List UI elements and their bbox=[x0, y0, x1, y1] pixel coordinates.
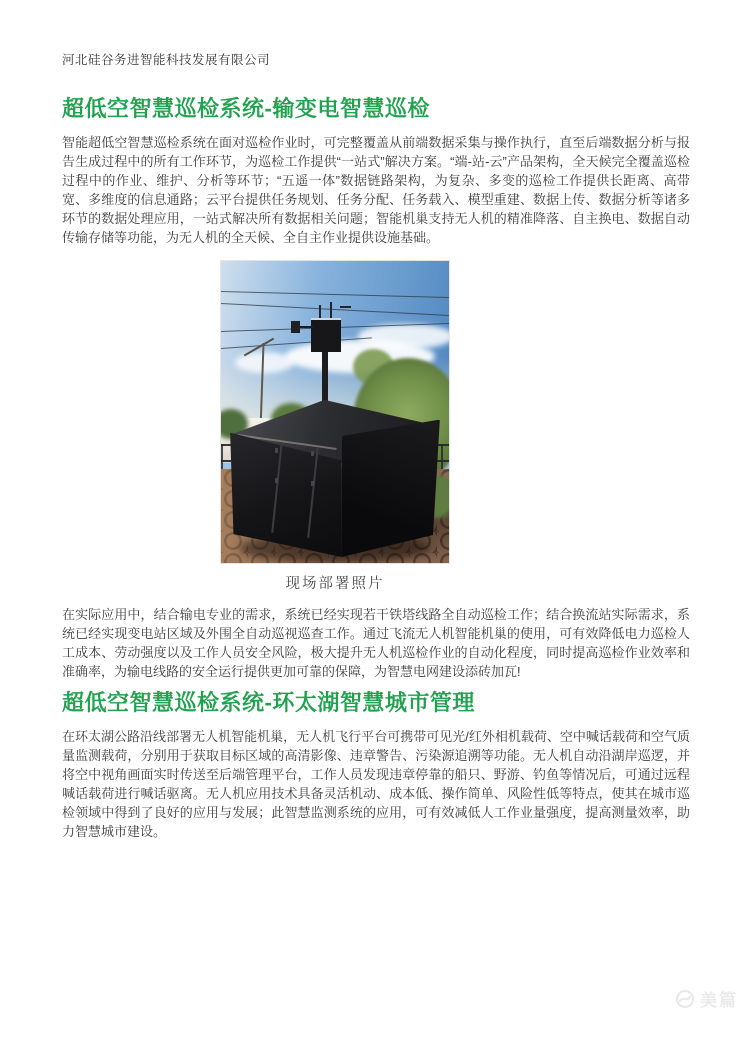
photo-cloud bbox=[358, 324, 449, 348]
watermark-label: 美篇 bbox=[700, 991, 738, 1010]
meipian-watermark bbox=[675, 986, 738, 1011]
photo-nest-hinge bbox=[311, 451, 314, 456]
photo-drone-nest-right-face bbox=[342, 420, 440, 557]
paragraph-taihu: 在环太湖公路沿线部署无人机智能机巢，无人机飞行平台可携带可见光/红外相机载荷、空中喊话载荷和空气质量监测载荷，分别用于获取目标区域的高清影像、违章警告、污染源追溯等功能。无人机自动沿湖岸巡逻，并将空中视角画面实时传送至后端管理平台，工作人员发现违章停靠的船只、野游、钓鱼等情况后，可通过远程喊话载荷进行喊话驱离。无人机应用技术具备灵活机动、成本低、操作简单、风险性低等特点，使其在城市巡检领域中得到了良好的应用与发展；此智慧监测系统的应用，可有效减低人工作业量强度，提高测量效率，助力智慧城市建设。 bbox=[62, 729, 690, 839]
deployment-photo bbox=[221, 261, 449, 563]
photo-sensor-head bbox=[311, 318, 341, 351]
paragraph-application: 在实际应用中，结合输电专业的需求，系统已经实现若干铁塔线路全自动巡检工作；结合换流站实际需求，系统已经实现变电站区域及外围全自动巡视巡查工作。通过飞流无人机智能机巢的使用，可有效降低电力巡检人工成本、劳动强度以及工作人员安全风险，极大提升无人机巡检作业的自动化程度，同时提高巡检作业效率和准确率，为输电线路的安全运行提供更加可靠的保障，为智慧电网建设添砖加瓦! bbox=[62, 607, 690, 679]
photo-nest-hinge bbox=[311, 481, 314, 486]
photo-antenna bbox=[330, 302, 332, 320]
section-heading-taihu: 超低空智慧巡检系统-环太湖智慧城市管理 bbox=[62, 690, 475, 715]
company-name: 河北硅谷务进智能科技发展有限公司 bbox=[62, 53, 271, 67]
section-heading-transmission: 超低空智慧巡检系统-输变电智慧巡检 bbox=[62, 96, 430, 121]
photo-antenna bbox=[340, 306, 351, 308]
paragraph-system-overview: 智能超低空智慧巡检系统在面对巡检作业时，可完整覆盖从前端数据采集与操作执行，直至后端数据分析与报告生成过程中的所有工作环节，为巡检工作提供“一站式”解决方案。“端-站-云”产品架构，全天候完全覆盖巡检过程中的作业、维护、分析等环节；“五遥一体”数据链路架构，为复杂、多变的巡检工作提供长距离、高带宽、多维度的信息通路；云平台提供任务规划、任务分配、任务载入、模型重建、数据上传、数据分析等诸多环节的数据处理应用，一站式解决所有数据相关问题；智能机巢支持无人机的精准降落、自主换电、数据自动传输存储等功能，为无人机的全天候、全自主作业提供设施基础。 bbox=[62, 135, 690, 245]
photo-sensor-camera bbox=[291, 321, 300, 333]
meipian-logo-icon bbox=[675, 989, 695, 1009]
photo-caption: 现场部署照片 bbox=[285, 576, 385, 592]
deployment-figure bbox=[221, 261, 449, 593]
photo-nest-hinge bbox=[275, 478, 278, 483]
photo-nest-hinge bbox=[275, 448, 278, 453]
